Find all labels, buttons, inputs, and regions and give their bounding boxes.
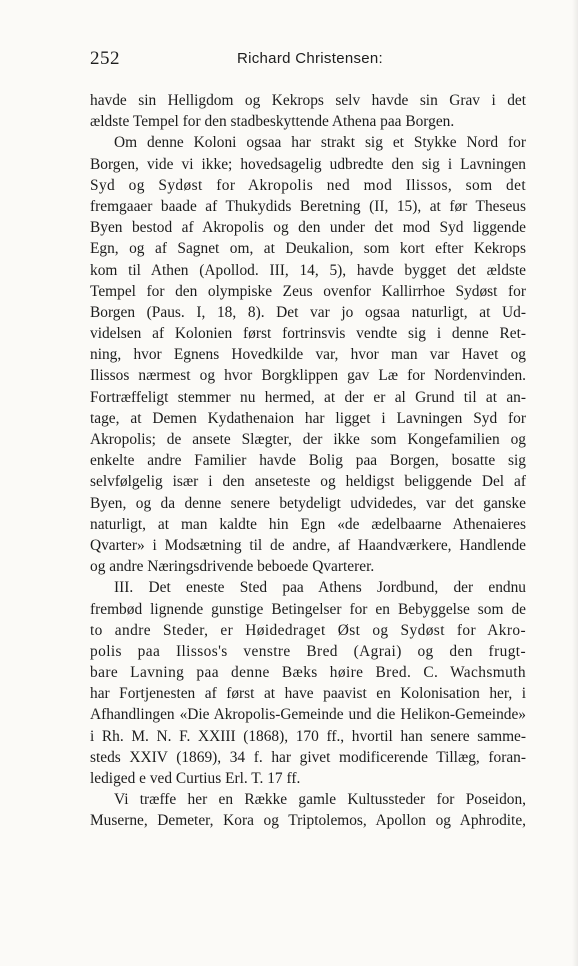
page-number: 252: [90, 48, 120, 69]
text-line: kom til Athen (Apollod. III, 14, 5), havde bygget det ældste: [90, 261, 526, 279]
body-text: [90, 90, 526, 832]
text-line: Akropolis; de ansete Slægter, der ikke som Kongefamilien og: [90, 431, 526, 448]
page-edge-shadow: [572, 0, 578, 966]
text-line: og andre Næringsdrivende beboede Qvarterer.: [90, 558, 375, 576]
text-line: lediged e ved Curtius Erl. T. 17 ff.: [90, 770, 301, 787]
text-line: Qvarter» i Modsætning til de andre, af Haandværkere, Handlende: [90, 536, 526, 554]
text-line: selvfølgelig især i den anseteste og heldigst beliggende Del af: [90, 473, 526, 491]
text-line: Vi træffe her en Række gamle Kultussteder for Poseidon,: [114, 791, 526, 809]
text-line: III. Det eneste Sted paa Athens Jordbund, der endnu: [114, 579, 526, 597]
text-line: Ilissos nærmest og hvor Borgklippen gav Læ for Nordenvinden.: [90, 367, 526, 385]
text-line: enkelte andre Familier havde Bolig paa Borgen, bosatte sig: [90, 452, 526, 470]
text-line: i Rh. M. N. F. XXIII (1868), 170 ff., hvortil han senere samme-: [90, 727, 526, 745]
text-line: steds XXIV (1869), 34 f. har givet modificerende Tillæg, foran-: [90, 748, 526, 766]
text-line: ældste Tempel for den stadbeskyttende Athena paa Borgen.: [90, 113, 455, 131]
text-line: Syd og Sydøst for Akropolis ned mod Ilissos, som det: [90, 176, 526, 194]
text-line: Afhandlingen «Die Akropolis-Gemeinde und die Helikon-Gemeinde»: [90, 706, 526, 724]
text-line: Byen, og da denne senere betydeligt udvidedes, var det ganske: [90, 494, 526, 512]
text-line: Byen bestod af Akropolis og den under det mod Syd liggende: [90, 219, 526, 237]
text-line: Muserne, Demeter, Kora og Triptolemos, Apollon og Aphrodite,: [90, 812, 526, 830]
text-line: havde sin Helligdom og Kekrops selv havde sin Grav i det: [90, 92, 526, 109]
text-line: bare Lavning paa denne Bæks høire Bred. C. Wachsmuth: [90, 664, 526, 682]
text-line: Borgen, vide vi ikke; hovedsagelig udbredte den sig i Lavningen: [90, 155, 526, 173]
text-line: frembød lignende gunstige Betingelser for en Bebyggelse som de: [90, 600, 526, 618]
text-line: Borgen (Paus. I, 18, 8). Det var jo ogsaa naturligt, at Ud-: [90, 303, 526, 321]
running-head: Richard Christensen:: [236, 50, 384, 67]
text-line: fremgaaer baade af Thukydids Beretning (II, 15), at før Theseus: [90, 197, 526, 215]
text-line: Om denne Koloni ogsaa har strakt sig et Stykke Nord for: [114, 134, 526, 152]
text-line: har Fortjenesten af først at have paavist en Kolonisation her, i: [90, 685, 526, 703]
text-line: Tempel for den olympiske Zeus ovenfor Kallirrhoe Sydøst for: [90, 282, 526, 300]
text-line: Egn, og af Sagnet om, at Deukalion, som kort efter Kekrops: [90, 240, 526, 258]
text-line: ning, hvor Egnens Hovedkilde var, hvor man var Havet og: [90, 346, 526, 364]
text-line: polis paa Ilissos's venstre Bred (Agrai) og den frugt-: [90, 642, 526, 660]
text-line: Fortræffeligt stemmer nu hermed, at der er al Grund til at an-: [90, 388, 526, 406]
text-line: tage, at Demen Kydathenaion har ligget i Lavningen Syd for: [90, 409, 526, 427]
text-line: to andre Steder, er Høidedraget Øst og Sydøst for Akro-: [90, 621, 526, 639]
text-line: naturligt, at man kaldte hin Egn «de ædelbaarne Athenaieres: [90, 515, 526, 533]
text-line: videlsen af Kolonien først fortrinsvis vendte sig i denne Ret-: [90, 325, 526, 343]
page-header: [90, 48, 530, 72]
